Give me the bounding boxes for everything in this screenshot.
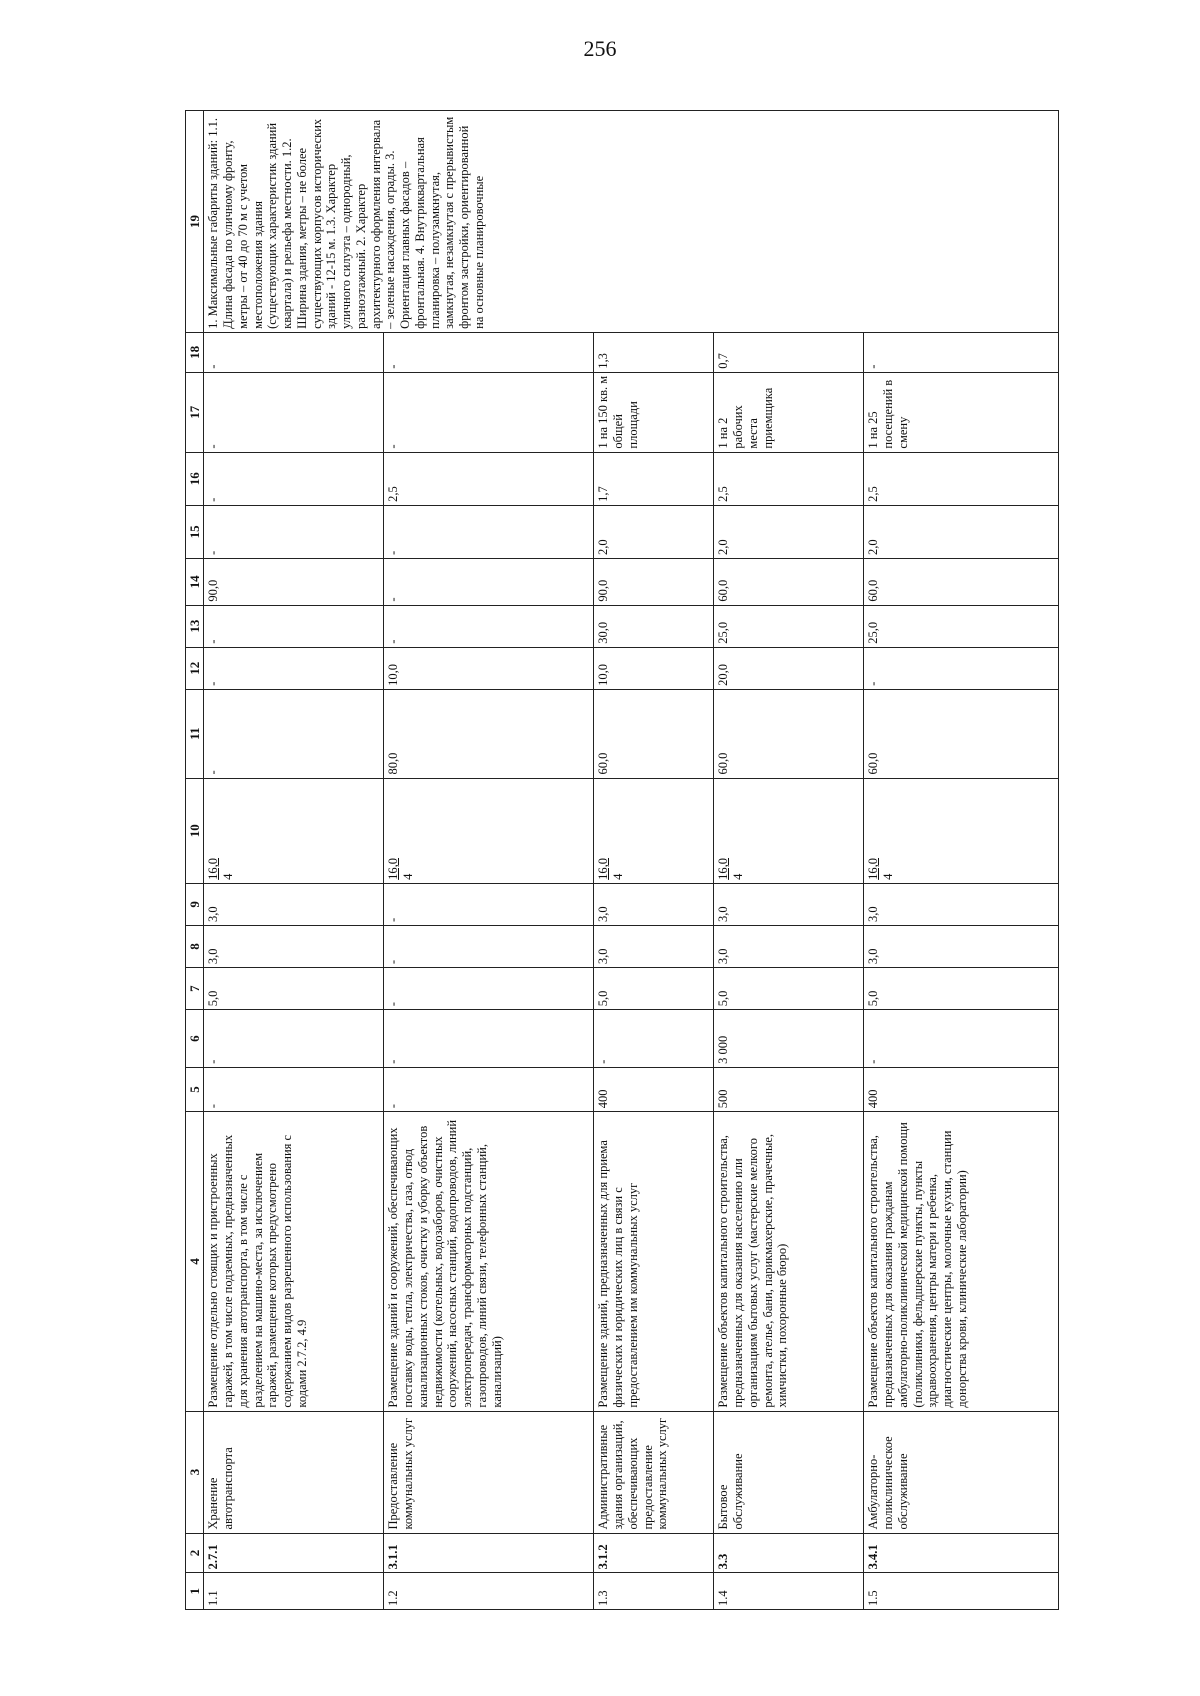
cell-value: 1 на 2 рабочих места приемщика [714, 372, 864, 452]
column-header: 7 [186, 968, 204, 1010]
column-header: 13 [186, 605, 204, 647]
cell-value: 2,5 [384, 452, 594, 505]
use-code: 2.7.1 [204, 1533, 384, 1573]
cell-value: 500 [714, 1067, 864, 1111]
cell-value: 2,5 [864, 452, 1059, 505]
use-code: 3.1.1 [384, 1533, 594, 1573]
cell-value: - [594, 1010, 714, 1068]
fraction-numerator: 16,0 [716, 857, 731, 880]
column-header: 3 [186, 1411, 204, 1533]
cell-value: 60,0 [864, 689, 1059, 778]
cell-value: - [204, 1010, 384, 1068]
column-header: 2 [186, 1533, 204, 1573]
cell-value: - [204, 332, 384, 372]
cell-value: 1 на 150 кв. м общей площади [594, 372, 714, 452]
cell-value: - [204, 452, 384, 505]
cell-value: 1 на 25 посещений в смену [864, 372, 1059, 452]
column-header: 11 [186, 689, 204, 778]
column-header: 5 [186, 1067, 204, 1111]
column-header: 4 [186, 1112, 204, 1411]
cell-value: 3 000 [714, 1010, 864, 1068]
cell-value: - [384, 1010, 594, 1068]
table-row [594, 111, 714, 1610]
cell-value: - [204, 372, 384, 452]
use-description: Размещение объектов капитального строительства, предназначенных для оказания гражданам амбулаторно-поликлинической медицинской помощи (поликлиники, фельдшерские пункты, пункты здравоохранения, центры матери и ребенка, диагностические центры, молочные кухни, станции донорства крови, клинические лаборатории) [864, 1112, 1059, 1411]
column-header: 14 [186, 559, 204, 606]
column-header: 8 [186, 925, 204, 967]
rotated-table-container [185, 110, 1120, 1610]
cell-value: 60,0 [714, 559, 864, 606]
cell-value: - [384, 332, 594, 372]
fraction-denominator: 4 [731, 873, 746, 880]
architectural-requirements: 1. Максимальные габариты зданий: 1.1. Длина фасада по уличному фронту, метры – от 40 до 70 м с учетом местоположения здания (существующих характеристик зданий квартала) и рельефа местности. 1.2. Ширина здания, метры – не более существующих корпусов исторических зданий - 12-15 м. 1.3. Характер уличного силуэта – однородный, разноэтажный. 2. Характер архитектурного оформления интервала – зеленые насаждения, ограды. 3. Ориентация главных фасадов – фронтальная. 4. Внутриквартальная планировка – полузамкнутая, замкнутая, незамкнутая с прерывистым фронтом застройки, ориентированной на основные планировочные [204, 111, 1059, 333]
column-header: 1 [186, 1573, 204, 1610]
height-fraction-cell [714, 778, 864, 883]
use-name: Хранение автотранспорта [204, 1411, 384, 1533]
use-code: 3.1.2 [594, 1533, 714, 1573]
cell-value: 2,5 [714, 452, 864, 505]
height-fraction-cell [594, 778, 714, 883]
cell-value: 3,0 [594, 883, 714, 925]
cell-value: 1,3 [594, 332, 714, 372]
cell-value: 3,0 [864, 925, 1059, 967]
column-header: 10 [186, 778, 204, 883]
use-name: Административные здания организаций, обеспечивающих предоставление коммунальных услуг [594, 1411, 714, 1533]
fraction-denominator: 4 [221, 873, 236, 880]
cell-value: 60,0 [594, 689, 714, 778]
use-description: Размещение объектов капитального строительства, предназначенных для оказания населению или организациям бытовых услуг (мастерские мелкого ремонта, ателье, бани, парикмахерские, прачечные, химчистки, похоронные бюро) [714, 1112, 864, 1411]
column-header: 12 [186, 647, 204, 689]
cell-value: - [864, 332, 1059, 372]
row-number: 1.2 [384, 1573, 594, 1610]
cell-value: 1,7 [594, 452, 714, 505]
row-number: 1.3 [594, 1573, 714, 1610]
cell-value: - [204, 505, 384, 558]
cell-value: 25,0 [714, 605, 864, 647]
height-fraction-cell [204, 778, 384, 883]
fraction-denominator: 4 [881, 873, 896, 880]
cell-value: 400 [864, 1067, 1059, 1111]
cell-value: - [384, 372, 594, 452]
cell-value: 60,0 [864, 559, 1059, 606]
cell-value: 10,0 [594, 647, 714, 689]
cell-value: 2,0 [714, 505, 864, 558]
height-fraction-cell [864, 778, 1059, 883]
cell-value: 2,0 [594, 505, 714, 558]
cell-value: 0,7 [714, 332, 864, 372]
cell-value: 60,0 [714, 689, 864, 778]
column-header: 19 [186, 111, 204, 333]
use-code: 3.3 [714, 1533, 864, 1573]
use-name: Предоставление коммунальных услуг [384, 1411, 594, 1533]
cell-value: - [204, 605, 384, 647]
cell-value: - [384, 605, 594, 647]
cell-value: 90,0 [204, 559, 384, 606]
use-code: 3.4.1 [864, 1533, 1059, 1573]
use-name: Амбулаторно-поликлиническое обслуживание [864, 1411, 1059, 1533]
row-number: 1.1 [204, 1573, 384, 1610]
cell-value: - [384, 559, 594, 606]
fraction-numerator: 16,0 [206, 857, 221, 880]
cell-value: - [384, 968, 594, 1010]
fraction-denominator: 4 [401, 873, 416, 880]
use-description: Размещение отдельно стоящих и пристроенных гаражей, в том числе подземных, предназначенных для хранения автотранспорта, в том числе с разделением на машино-места, за исключением гаражей, размещение которых предусмотрено содержанием видов разрешенного использования с кодами 2.7.2, 4.9 [204, 1112, 384, 1411]
page-number: 256 [583, 36, 617, 61]
cell-value: 3,0 [594, 925, 714, 967]
table-row [384, 111, 594, 1610]
table-row [714, 111, 864, 1610]
cell-value: 20,0 [714, 647, 864, 689]
cell-value: - [384, 1067, 594, 1111]
fraction-denominator: 4 [611, 873, 626, 880]
header-row [186, 111, 204, 1610]
cell-value: - [204, 689, 384, 778]
column-header: 9 [186, 883, 204, 925]
column-header: 17 [186, 372, 204, 452]
cell-value: 2,0 [864, 505, 1059, 558]
cell-value: - [204, 647, 384, 689]
row-number: 1.5 [864, 1573, 1059, 1610]
column-header: 15 [186, 505, 204, 558]
cell-value: - [384, 883, 594, 925]
cell-value: 3,0 [864, 883, 1059, 925]
table-row [204, 111, 384, 1610]
use-name: Бытовое обслуживание [714, 1411, 864, 1533]
fraction-numerator: 16,0 [386, 857, 401, 880]
cell-value: 90,0 [594, 559, 714, 606]
fraction-numerator: 16,0 [866, 857, 881, 880]
use-description: Размещение зданий и сооружений, обеспечивающих поставку воды, тепла, электричества, газа, отвод канализационных стоков, очистку и уборку объектов недвижимости (котельных, водозаборов, очистных сооружений, насосных станций, водопроводов, линий электропередач, трансформаторных подстанций, газопроводов, линий связи, телефонных станций, канализаций) [384, 1112, 594, 1411]
cell-value: 3,0 [714, 925, 864, 967]
cell-value: 3,0 [714, 883, 864, 925]
cell-value: 5,0 [864, 968, 1059, 1010]
cell-value: - [204, 1067, 384, 1111]
cell-value: 25,0 [864, 605, 1059, 647]
use-description: Размещение зданий, предназначенных для приема физических и юридических лиц в связи с предоставлением им коммунальных услуг [594, 1112, 714, 1411]
cell-value: 3,0 [204, 925, 384, 967]
cell-value: 80,0 [384, 689, 594, 778]
cell-value: 5,0 [594, 968, 714, 1010]
column-header: 16 [186, 452, 204, 505]
zoning-parameters-table [185, 110, 1059, 1610]
cell-value: 5,0 [204, 968, 384, 1010]
cell-value: 3,0 [204, 883, 384, 925]
cell-value: - [864, 647, 1059, 689]
row-number: 1.4 [714, 1573, 864, 1610]
height-fraction-cell [384, 778, 594, 883]
cell-value: 400 [594, 1067, 714, 1111]
cell-value: - [384, 925, 594, 967]
column-header: 6 [186, 1010, 204, 1068]
cell-value: - [384, 505, 594, 558]
cell-value: - [864, 1010, 1059, 1068]
table-row [864, 111, 1059, 1610]
cell-value: 10,0 [384, 647, 594, 689]
fraction-numerator: 16,0 [596, 857, 611, 880]
column-header: 18 [186, 332, 204, 372]
cell-value: 30,0 [594, 605, 714, 647]
cell-value: 5,0 [714, 968, 864, 1010]
